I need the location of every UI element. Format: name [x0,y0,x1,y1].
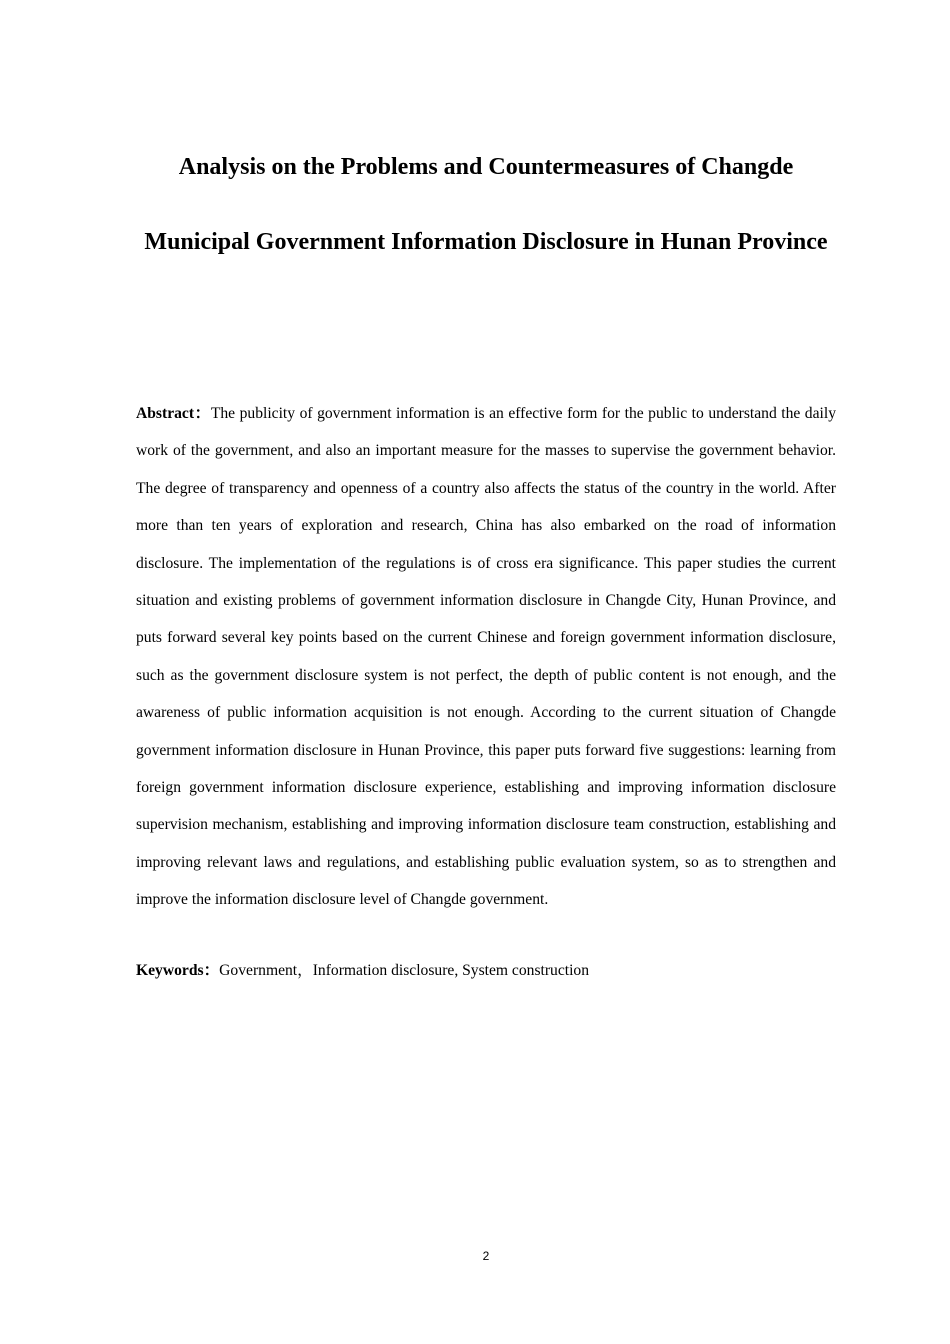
abstract-label: Abstract： [136,405,211,422]
abstract-paragraph [136,395,836,919]
keywords-text: Government，Information disclosure, System construction [219,962,590,979]
keywords-line [136,958,836,984]
abstract-text: The publicity of government information is an effective form for the public to understand the daily work of the government, and also an important measure for the masses to supervise the government behavior. The degree of transparency and openness of a country also affects the status of the country in the world. After more than ten years of exploration and research, China has also embarked on the road of information disclosure. The implementation of the regulations is of cross era significance. This paper studies the current situation and existing problems of government information disclosure in Changde City, Hunan Province, and puts forward several key points based on the current Chinese and foreign government information disclosure, such as the government disclosure system is not perfect, the depth of public content is not enough, and the awareness of public information acquisition is not enough. According to the current situation of Changde government information disclosure in Hunan Province, this paper puts forward five suggestions: learning from foreign government information disclosure experience, establishing and improving information disclosure supervision mechanism, establishing and improving information disclosure team construction, establishing and improving relevant laws and regulations, and establishing public evaluation system, so as to strengthen and improve the information disclosure level of Changde government. [136,405,836,909]
page-title: Analysis on the Problems and Countermeasures of Changde Municipal Government Information Disclosure in Hunan Province [144,154,828,255]
keywords-label: Keywords： [136,962,220,979]
page-number: 2 [482,1249,490,1263]
